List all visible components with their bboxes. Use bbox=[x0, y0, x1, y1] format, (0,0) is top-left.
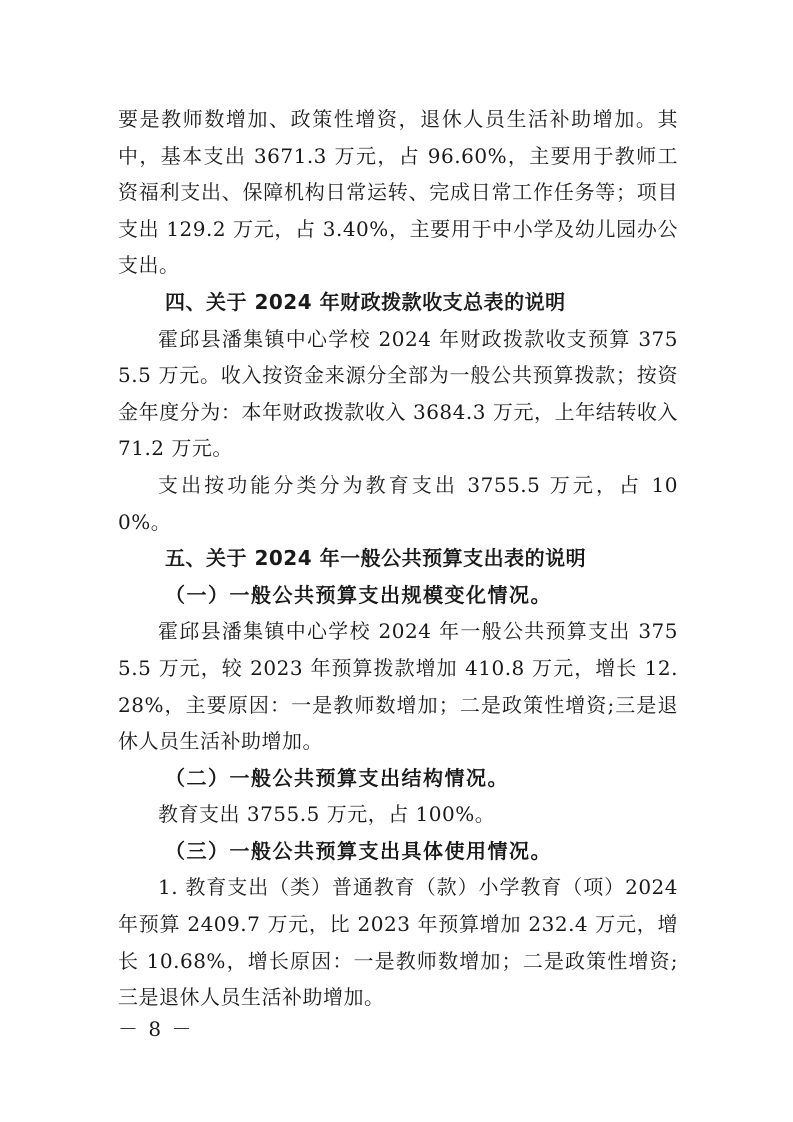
subheading-expenditure-specific-use: （三）一般公共预算支出具体使用情况。 bbox=[165, 838, 552, 863]
subheading-expenditure-structure: （二）一般公共预算支出结构情况。 bbox=[165, 765, 509, 790]
section-heading-financial-appropriation-summary: 四、关于 2024 年财政拨款收支总表的说明 bbox=[165, 289, 566, 314]
subheading-expenditure-scale-change: （一）一般公共预算支出规模变化情况。 bbox=[165, 582, 552, 607]
paragraph-education-expenditure-primary-school: 1. 教育支出（类）普通教育（款）小学教育（项）2024 年预算 2409.7 万元，比 2023 年预算增加 232.4 万元，增长 10.68%，增长原因：一是教师数增加；二是政策性增资;三是退休人员生活补助增加。 bbox=[118, 875, 678, 1010]
paragraph-appropriation-revenue-expenditure: 霍邱县潘集镇中心学校 2024 年财政拨款收支预算 3755.5 万元。收入按资金来源分全部为一般公共预算拨款；按资金年度分为：本年财政拨款收入 3684.3 万元，上年结转收入 71.2 万元。 bbox=[118, 326, 678, 461]
page-number: － 8 － bbox=[118, 1017, 194, 1041]
paragraph-expenditure-structure: 教育支出 3755.5 万元，占 100%。 bbox=[158, 802, 496, 827]
section-heading-general-public-budget-expenditure: 五、关于 2024 年一般公共预算支出表的说明 bbox=[165, 546, 587, 571]
paragraph-continuation-expenditure-breakdown: 要是教师数增加、政策性增资，退休人员生活补助增加。其中，基本支出 3671.3 万元，占 96.60%，主要用于教师工资福利支出、保障机构日常运转、完成日常工作任务等；项目支出 129.2 万元，占 3.40%，主要用于中小学及幼儿园办公支出。 bbox=[118, 107, 678, 278]
paragraph-functional-classification: 支出按功能分类分为教育支出 3755.5 万元，占 100%。 bbox=[118, 472, 678, 534]
paragraph-expenditure-scale-change: 霍邱县潘集镇中心学校 2024 年一般公共预算支出 3755.5 万元，较 2023 年预算拨款增加 410.8 万元，增长 12.28%，主要原因：一是教师数增加；二是政策性增资;三是退休人员生活补助增加。 bbox=[118, 619, 678, 754]
document-body bbox=[118, 101, 678, 1016]
